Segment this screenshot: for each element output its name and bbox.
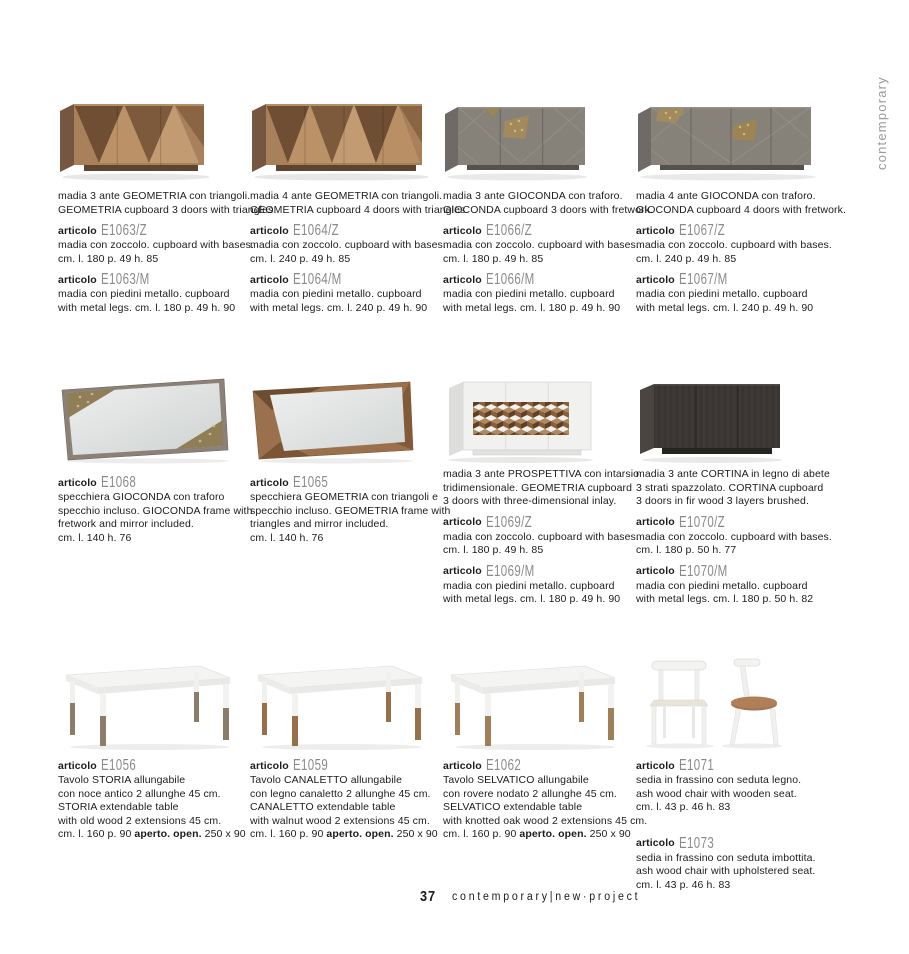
- article-label: articolo: [636, 837, 675, 849]
- article-desc: madia con zoccolo. cupboard with bases.: [443, 530, 639, 543]
- article-row: [636, 271, 822, 287]
- article-code: E1064/Z: [292, 222, 339, 239]
- gioconda-mirror-image: [58, 376, 232, 464]
- article-row: [443, 514, 629, 530]
- article-desc: con rovere nodato 2 allunghe 45 cm.: [443, 787, 617, 800]
- article-row: [250, 222, 436, 238]
- article-label: articolo: [636, 273, 675, 286]
- article-code: E1071: [678, 757, 714, 774]
- product-card-table-storia: [58, 653, 244, 842]
- page-footer: [420, 888, 656, 905]
- product-name-en: GEOMETRIA cupboard 4 doors with triangles.: [250, 203, 469, 216]
- product-image-cortina-cupboard: [636, 376, 822, 468]
- product-image-gioconda-4-cupboard: [636, 95, 822, 190]
- article-desc: madia con zoccolo. cupboard with bases.: [636, 530, 832, 543]
- article-code: E1067/M: [678, 271, 728, 288]
- article-dimensions: cm. l. 140 h. 76: [250, 531, 324, 544]
- article-row: [58, 222, 244, 238]
- article-code: E1063/Z: [100, 222, 147, 239]
- product-card-geometria-4: [250, 95, 469, 315]
- article-row: [636, 514, 822, 530]
- selvatico-table-image: [443, 653, 619, 751]
- article-label: articolo: [443, 565, 482, 577]
- article-dimensions: cm. l. 180 p. 50 h. 77: [636, 544, 737, 556]
- article-desc: with walnut wood 2 extensions 45 cm.: [250, 814, 430, 827]
- article-code: E1065: [292, 474, 328, 491]
- article-desc: madia con zoccolo. cupboard with bases.: [636, 239, 832, 251]
- article-code: E1059: [292, 757, 328, 774]
- dims-open-value: 250 x 90: [201, 828, 246, 840]
- article-dimensions: cm. l. 43 p. 46 h. 83: [636, 878, 731, 891]
- article-desc: specchiera GIOCONDA con traforo: [58, 491, 225, 503]
- article-label: articolo: [636, 759, 675, 772]
- product-name-it: madia 3 ante CORTINA in legno di abete: [636, 468, 830, 480]
- article-dimensions: [443, 828, 629, 842]
- geometria-3-cupboard-image: [58, 95, 210, 182]
- product-card-mirror-gioconda: [58, 376, 253, 545]
- page-number: 37: [420, 888, 436, 905]
- article-row: [250, 271, 436, 287]
- article-label: articolo: [636, 516, 675, 528]
- article-label: articolo: [636, 565, 675, 577]
- product-card-gioconda-3: [443, 95, 653, 315]
- article-label: articolo: [443, 759, 482, 772]
- product-name-en: GEOMETRIA cupboard 3 doors with triangles.: [58, 203, 277, 216]
- geometria-4-cupboard-image: [250, 95, 428, 182]
- product-name-mixed: 3 strati spazzolato. CORTINA cupboard: [636, 481, 824, 494]
- article-dimensions: with metal legs. cm. l. 180 p. 49 h. 90: [443, 593, 621, 605]
- article-dimensions: [58, 828, 244, 842]
- article-label: articolo: [443, 273, 482, 286]
- article-label: articolo: [443, 224, 482, 237]
- canaletto-table-image: [250, 653, 426, 751]
- article-dimensions: with metal legs. cm. l. 240 p. 49 h. 90: [636, 301, 814, 314]
- geometria-mirror-image: [250, 378, 418, 464]
- article-desc: madia con zoccolo. cupboard with bases.: [58, 239, 254, 251]
- prospettiva-cupboard-image: [443, 374, 595, 464]
- product-name-en: GIOCONDA cupboard 3 doors with fretwork.: [443, 203, 653, 216]
- article-row: [636, 222, 822, 238]
- product-name-it: madia 3 ante GIOCONDA con traforo.: [443, 190, 623, 202]
- gioconda-3-cupboard-image: [443, 97, 589, 182]
- article-row: [636, 835, 822, 851]
- product-image-selvatico-table: [443, 653, 629, 757]
- article-desc: triangles and mirror included.: [250, 518, 389, 530]
- article-code: E1056: [100, 757, 136, 774]
- storia-table-image: [58, 653, 234, 751]
- product-name-en: GIOCONDA cupboard 4 doors with fretwork.: [636, 203, 846, 216]
- article-row: [58, 757, 244, 773]
- gioconda-4-cupboard-image: [636, 97, 816, 182]
- article-desc: Tavolo CANALETTO allungabile: [250, 774, 403, 786]
- article-label: articolo: [58, 476, 97, 489]
- article-code: E1066/Z: [485, 222, 532, 239]
- product-card-geometria-3: [58, 95, 277, 315]
- article-code: E1070/M: [678, 562, 728, 580]
- product-name-it: madia 3 ante GEOMETRIA con triangoli.: [58, 190, 251, 202]
- article-desc: with old wood 2 extensions 45 cm.: [58, 814, 222, 827]
- article-label: articolo: [443, 516, 482, 528]
- article-row: [250, 474, 436, 490]
- article-desc: madia con piedini metallo. cupboard: [443, 579, 615, 592]
- product-card-gioconda-4: [636, 95, 846, 315]
- article-row: [443, 757, 629, 773]
- article-row: [443, 222, 629, 238]
- article-label: articolo: [58, 759, 97, 772]
- article-dimensions: [250, 828, 436, 842]
- article-row: [58, 271, 244, 287]
- article-desc: madia con piedini metallo. cupboard: [250, 288, 422, 300]
- article-label: articolo: [250, 476, 289, 489]
- article-label: articolo: [250, 759, 289, 772]
- article-desc: madia con piedini metallo. cupboard: [636, 288, 808, 300]
- product-image-prospettiva-cupboard: [443, 376, 629, 468]
- article-desc: Tavolo SELVATICO allungabile: [443, 774, 589, 786]
- product-name-it: madia 3 ante PROSPETTIVA con intarsio: [443, 468, 640, 480]
- article-desc: madia con piedini metallo. cupboard: [636, 579, 808, 592]
- article-row: [443, 563, 629, 579]
- article-label: articolo: [58, 273, 97, 286]
- article-desc: with knotted oak wood 2 extensions 45 cm.: [443, 814, 648, 827]
- article-desc: madia con zoccolo. cupboard with bases.: [443, 239, 639, 251]
- cortina-cupboard-image: [636, 376, 786, 464]
- article-desc: STORIA extendable table: [58, 801, 179, 813]
- article-desc: madia con zoccolo. cupboard with bases.: [250, 239, 446, 251]
- dims-open-label: aperto. open.: [134, 828, 202, 840]
- article-desc: ash wood chair with wooden seat.: [636, 787, 797, 800]
- article-desc: sedia in frassino con seduta legno.: [636, 774, 802, 786]
- dims-closed: cm. l. 160 p. 90: [250, 828, 327, 840]
- article-desc: sedia in frassino con seduta imbottita.: [636, 851, 816, 864]
- article-label: articolo: [250, 224, 289, 237]
- product-name-mixed: tridimensionale. GEOMETRIA cupboard: [443, 481, 633, 494]
- article-desc: specchio incluso. GIOCONDA frame with: [58, 504, 253, 517]
- article-row: [636, 757, 822, 773]
- article-code: E1063/M: [100, 271, 150, 288]
- product-image-geometria-mirror: [250, 376, 436, 474]
- article-dimensions: cm. l. 140 h. 76: [58, 531, 132, 544]
- article-desc: specchio incluso. GEOMETRIA frame with: [250, 504, 451, 517]
- product-image-gioconda-mirror: [58, 376, 244, 474]
- article-desc: Tavolo STORIA allungabile: [58, 774, 186, 786]
- article-desc: con legno canaletto 2 allunghe 45 cm.: [250, 787, 431, 800]
- article-code: E1066/M: [485, 271, 535, 288]
- article-code: E1069/M: [485, 562, 535, 580]
- article-desc: specchiera GEOMETRIA con triangoli e: [250, 491, 439, 503]
- product-name-en: 3 doors in fir wood 3 layers brushed.: [636, 495, 809, 507]
- article-desc: SELVATICO extendable table: [443, 801, 583, 813]
- dims-closed: cm. l. 160 p. 90: [443, 828, 520, 840]
- product-image-storia-table: [58, 653, 244, 757]
- article-code: E1068: [100, 474, 136, 491]
- article-code: E1067/Z: [678, 222, 725, 239]
- article-dimensions: with metal legs. cm. l. 180 p. 50 h. 82: [636, 593, 814, 605]
- product-card-table-canaletto: [250, 653, 436, 842]
- product-image-canaletto-table: [250, 653, 436, 757]
- dims-open-value: 250 x 90: [586, 828, 631, 840]
- article-code: E1064/M: [292, 271, 342, 288]
- article-dimensions: cm. l. 240 p. 49 h. 85: [250, 252, 351, 265]
- article-code: E1073: [678, 834, 714, 852]
- product-image-geometria-4-cupboard: [250, 95, 436, 190]
- product-name-it: madia 4 ante GEOMETRIA con triangoli.: [250, 190, 443, 202]
- article-desc: CANALETTO extendable table: [250, 801, 396, 813]
- ash-chairs-image: [636, 653, 786, 751]
- product-card-mirror-geometria: [250, 376, 451, 545]
- article-dimensions: cm. l. 180 p. 49 h. 85: [58, 252, 159, 265]
- article-desc: con noce antico 2 allunghe 45 cm.: [58, 787, 221, 800]
- product-name-it: madia 4 ante GIOCONDA con traforo.: [636, 190, 816, 202]
- article-dimensions: with metal legs. cm. l. 240 p. 49 h. 90: [250, 301, 428, 314]
- article-row: [443, 271, 629, 287]
- article-dimensions: with metal legs. cm. l. 180 p. 49 h. 90: [58, 301, 236, 314]
- article-label: articolo: [58, 224, 97, 237]
- dims-open-label: aperto. open.: [326, 828, 394, 840]
- dims-open-label: aperto. open.: [519, 828, 587, 840]
- product-image-geometria-3-cupboard: [58, 95, 244, 190]
- article-dimensions: cm. l. 180 p. 49 h. 85: [443, 252, 544, 265]
- product-image-gioconda-3-cupboard: [443, 95, 629, 190]
- footer-collection-label: contemporary|new·project: [451, 890, 641, 903]
- article-dimensions: cm. l. 180 p. 49 h. 85: [443, 544, 544, 556]
- product-name-en: 3 doors with three-dimensional inlay.: [443, 495, 617, 507]
- article-code: E1069/Z: [485, 513, 532, 531]
- article-code: E1062: [485, 757, 521, 774]
- product-card-table-selvatico: [443, 653, 648, 842]
- article-desc: madia con piedini metallo. cupboard: [58, 288, 230, 300]
- article-row: [58, 474, 244, 490]
- article-desc: ash wood chair with upholstered seat.: [636, 865, 816, 877]
- article-desc: madia con piedini metallo. cupboard: [443, 288, 615, 300]
- article-row: [250, 757, 436, 773]
- product-image-ash-chairs: [636, 653, 822, 757]
- article-dimensions: cm. l. 240 p. 49 h. 85: [636, 252, 737, 265]
- article-dimensions: cm. l. 43 p. 46 h. 83: [636, 801, 731, 813]
- product-card-cortina: [636, 376, 832, 607]
- product-card-chairs: [636, 653, 822, 892]
- product-card-prospettiva: [443, 376, 640, 607]
- article-row: [636, 563, 822, 579]
- article-dimensions: with metal legs. cm. l. 180 p. 49 h. 90: [443, 301, 621, 314]
- dims-open-value: 250 x 90: [393, 828, 438, 840]
- article-code: E1070/Z: [678, 513, 725, 531]
- article-desc: fretwork and mirror included.: [58, 518, 194, 530]
- side-collection-label: contemporary: [874, 76, 889, 170]
- dims-closed: cm. l. 160 p. 90: [58, 828, 135, 840]
- article-label: articolo: [636, 224, 675, 237]
- article-label: articolo: [250, 273, 289, 286]
